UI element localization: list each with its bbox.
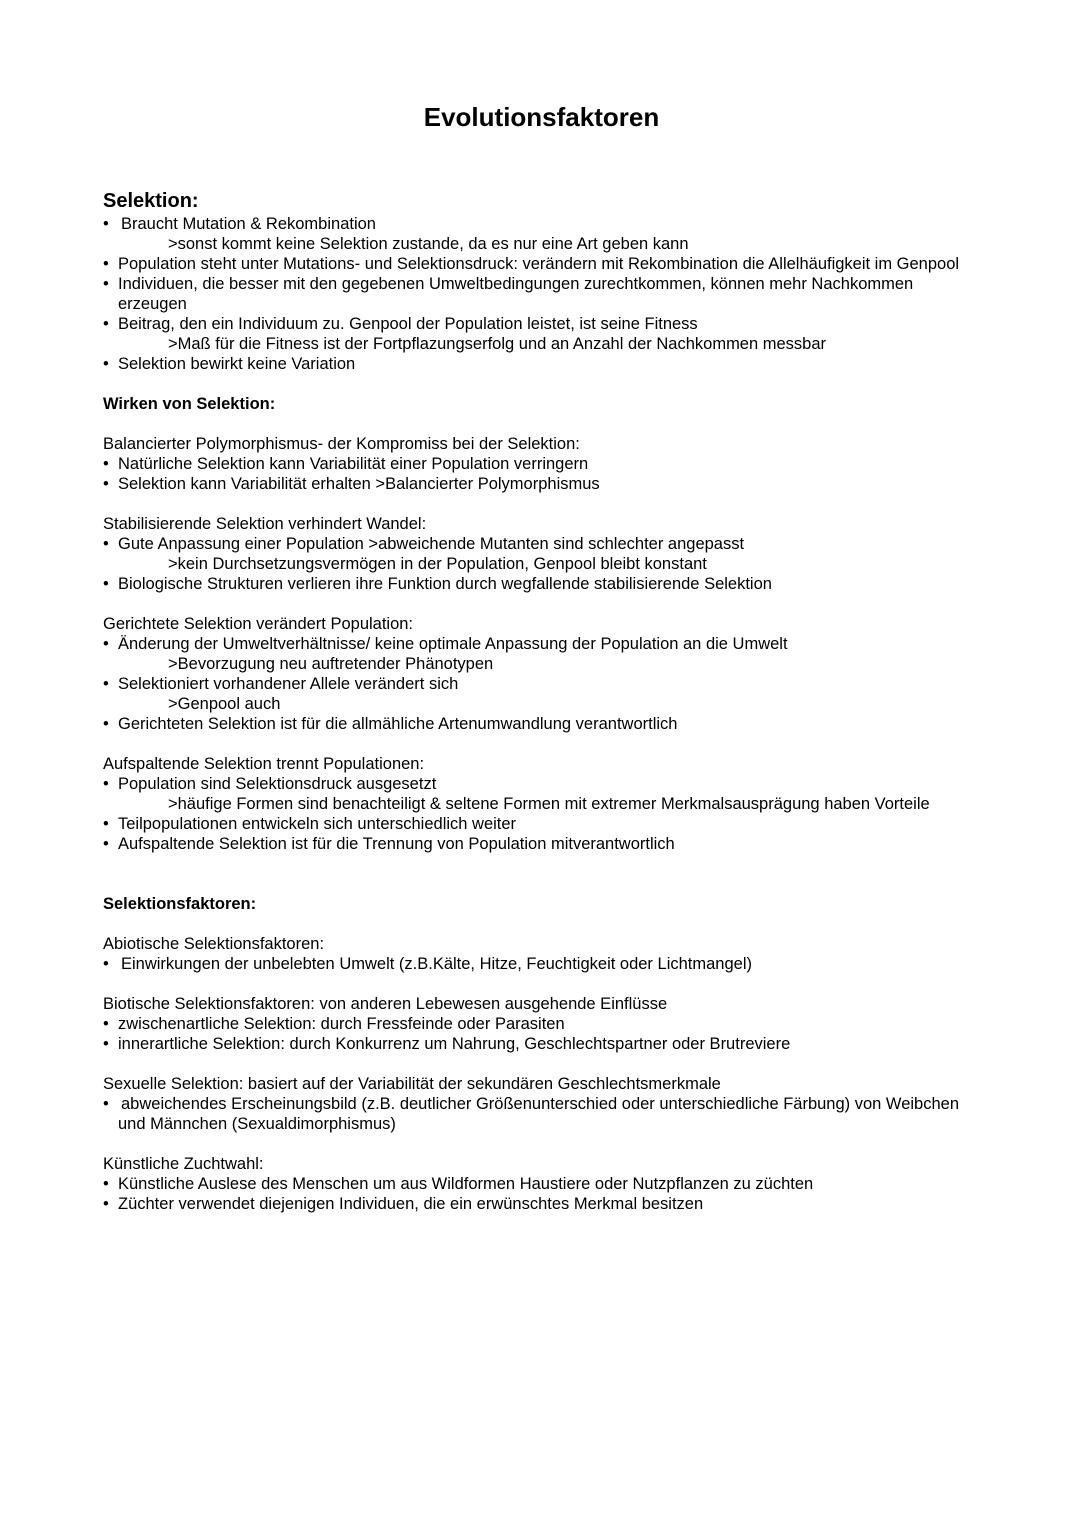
sub-item: >Bevorzugung neu auftretender Phänotypen: [168, 655, 494, 673]
list-item: • Individuen, die besser mit den gegebenen Umweltbedingungen zurechtkommen, können mehr Nachkommen erzeugen: [103, 275, 914, 313]
bullet-icon: •: [103, 775, 109, 793]
bullet-icon: •: [103, 575, 109, 593]
bullet-icon: •: [103, 255, 109, 273]
paragraph-gerichtet: Gerichtete Selektion verändert Population:: [103, 615, 414, 633]
list-item: • Änderung der Umweltverhältnisse/ keine optimale Anpassung der Population an die Umwelt: [103, 635, 788, 653]
list-item: • Gute Anpassung einer Population >abweichende Mutanten sind schlechter angepasst: [103, 535, 745, 553]
list-item: • Biologische Strukturen verlieren ihre Funktion durch wegfallende stabilisierende Selektion: [103, 575, 772, 593]
sub-item: >Maß für die Fitness ist der Fortpflazungserfolg und an Anzahl der Nachkommen messbar: [168, 335, 827, 353]
list-item: • Braucht Mutation & Rekombination: [103, 215, 376, 233]
bullet-icon: •: [103, 315, 109, 333]
list-item: • Züchter verwendet diejenigen Individuen, die ein erwünschtes Merkmal besitzen: [103, 1195, 704, 1213]
paragraph-stabilisierend: Stabilisierende Selektion verhindert Wandel:: [103, 515, 427, 533]
list-item: • Natürliche Selektion kann Variabilität einer Population verringern: [103, 455, 589, 473]
paragraph-biotisch: Biotische Selektionsfaktoren: von anderen Lebewesen ausgehende Einflüsse: [103, 995, 668, 1013]
bullet-icon: •: [103, 1195, 109, 1213]
bullet-icon: •: [103, 1015, 109, 1033]
sub-item: >sonst kommt keine Selektion zustande, da es nur eine Art geben kann: [168, 235, 689, 253]
bullet-icon: •: [103, 1095, 109, 1113]
bullet-icon: •: [103, 715, 109, 733]
list-item: • Population steht unter Mutations- und Selektionsdruck: verändern mit Rekombination die Allelhäufigkeit im Genpool: [103, 255, 960, 273]
paragraph-aufspaltend: Aufspaltende Selektion trennt Populationen:: [103, 755, 425, 773]
bullet-icon: •: [103, 1035, 109, 1053]
bullet-icon: •: [103, 955, 109, 973]
list-item: • Population sind Selektionsdruck ausgesetzt: [103, 775, 437, 793]
sub-item: >Genpool auch: [168, 695, 281, 713]
list-item: • zwischenartliche Selektion: durch Fressfeinde oder Parasiten: [103, 1015, 565, 1033]
heading-wirken: Wirken von Selektion:: [103, 395, 276, 413]
bullet-icon: •: [103, 215, 109, 233]
bullet-icon: •: [103, 675, 109, 693]
list-item: • Selektion bewirkt keine Variation: [103, 355, 356, 373]
list-item: • Selektion kann Variabilität erhalten >Balancierter Polymorphismus: [103, 475, 600, 493]
list-item: • Einwirkungen der unbelebten Umwelt (z.B.Kälte, Hitze, Feuchtigkeit oder Lichtmangel): [103, 955, 752, 973]
paragraph-balanciert: Balancierter Polymorphismus- der Kompromiss bei der Selektion:: [103, 435, 580, 453]
bullet-icon: •: [103, 275, 109, 293]
document-body: [103, 188, 983, 1214]
list-item: • Teilpopulationen entwickeln sich unterschiedlich weiter: [103, 815, 517, 833]
list-item: • Künstliche Auslese des Menschen um aus Wildformen Haustiere oder Nutzpflanzen zu züchten: [103, 1175, 814, 1193]
bullet-icon: •: [103, 835, 109, 853]
bullet-icon: •: [103, 1175, 109, 1193]
paragraph-kuenstlich: Künstliche Zuchtwahl:: [103, 1155, 264, 1173]
bullet-icon: •: [103, 355, 109, 373]
list-item: • abweichendes Erscheinungsbild (z.B. deutlicher Größenunterschied oder unterschiedliche Färbung) von Weibchen und Männchen (Sexualdimorphismus): [103, 1095, 960, 1133]
paragraph-abiotisch: Abiotische Selektionsfaktoren:: [103, 935, 325, 953]
bullet-icon: •: [103, 455, 109, 473]
bullet-icon: •: [103, 475, 109, 493]
page-title: Evolutionsfaktoren: [423, 102, 660, 132]
sub-item: >häufige Formen sind benachteiligt & seltene Formen mit extremer Merkmalsausprägung haben Vorteile: [168, 795, 930, 813]
bullet-icon: •: [103, 815, 109, 833]
heading-selektion: Selektion:: [103, 190, 199, 212]
paragraph-sexuell: Sexuelle Selektion: basiert auf der Variabilität der sekundären Geschlechtsmerkmale: [103, 1075, 721, 1093]
list-item: • Beitrag, den ein Individuum zu. Genpool der Population leistet, ist seine Fitness: [103, 315, 698, 333]
list-item: • Selektioniert vorhandener Allele verändert sich: [103, 675, 459, 693]
list-item: • Aufspaltende Selektion ist für die Trennung von Population mitverantwortlich: [103, 835, 675, 853]
bullet-icon: •: [103, 535, 109, 553]
sub-item: >kein Durchsetzungsvermögen in der Population, Genpool bleibt konstant: [168, 555, 707, 573]
heading-selektionsfaktoren: Selektionsfaktoren:: [103, 895, 257, 913]
list-item: • innerartliche Selektion: durch Konkurrenz um Nahrung, Geschlechtspartner oder Brutreviere: [103, 1035, 791, 1053]
list-item: • Gerichteten Selektion ist für die allmähliche Artenumwandlung verantwortlich: [103, 715, 678, 733]
bullet-icon: •: [103, 635, 109, 653]
